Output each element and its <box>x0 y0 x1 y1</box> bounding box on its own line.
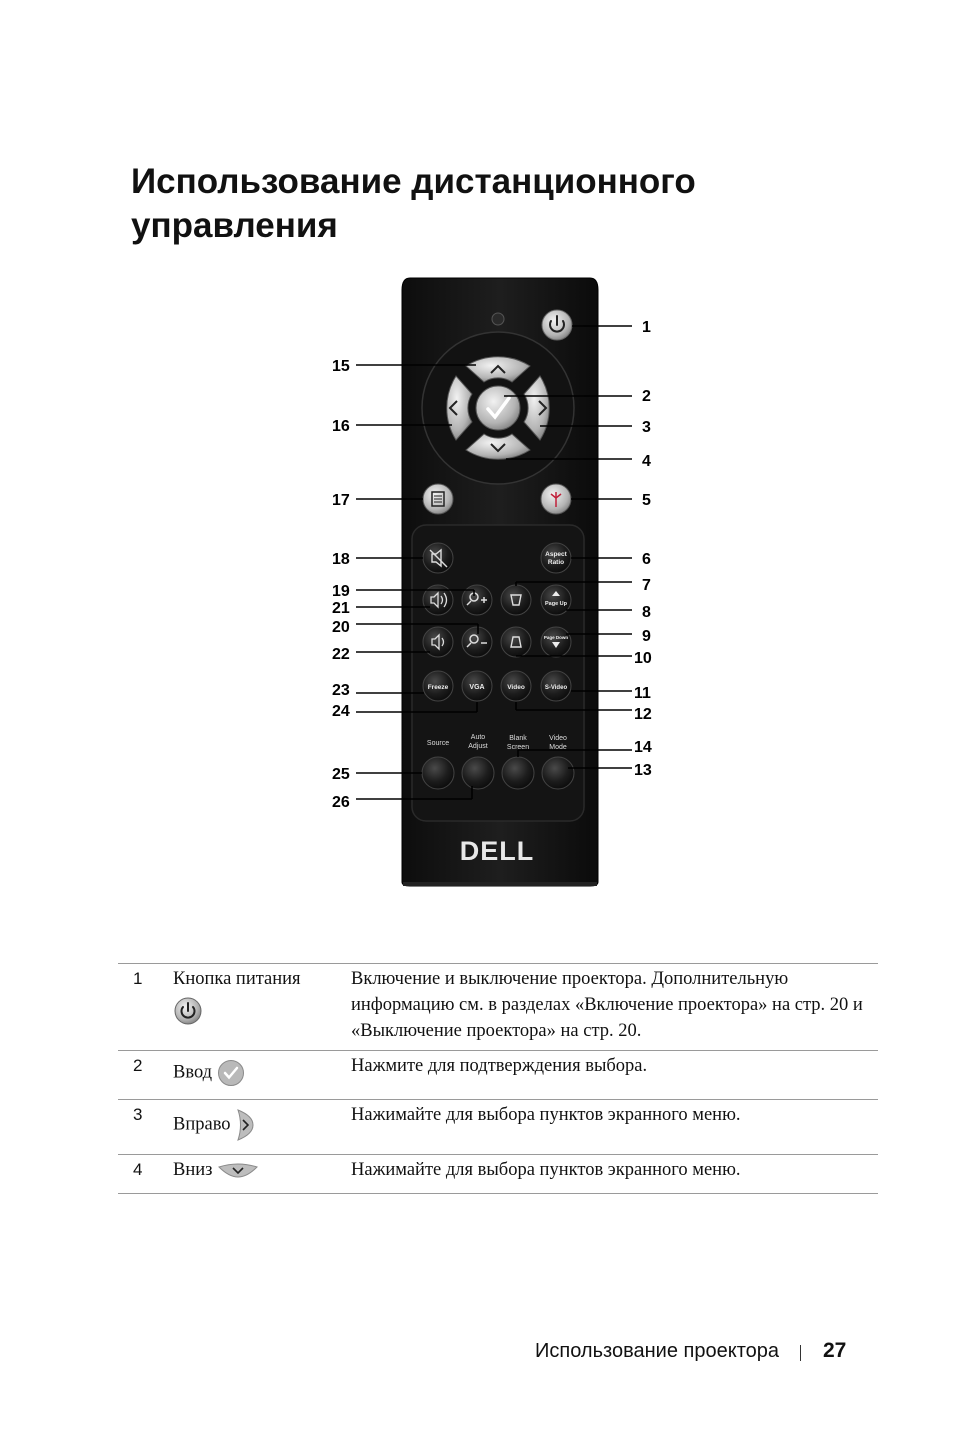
row-description: Нажимайте для выбора пунктов экранного меню. <box>351 1160 741 1180</box>
callout-16: 16 <box>332 418 350 435</box>
page-down-button[interactable] <box>541 627 571 657</box>
callout-5: 5 <box>642 492 651 509</box>
menu-button[interactable] <box>423 484 453 514</box>
auto-adjust-button[interactable] <box>462 757 494 789</box>
source-label: Source <box>426 740 450 747</box>
callout-21: 21 <box>332 600 350 617</box>
blank-screen-label-2: Screen <box>506 744 530 751</box>
callout-19: 19 <box>332 583 350 600</box>
callout-25: 25 <box>332 766 350 783</box>
page-footer <box>0 1337 954 1367</box>
laser-button[interactable] <box>541 484 571 514</box>
callout-6: 6 <box>642 551 651 568</box>
callout-9: 9 <box>642 628 651 645</box>
page-up-label: Page Up <box>544 601 568 607</box>
row-number: 1 <box>133 969 143 988</box>
keystone-up-button[interactable] <box>501 585 531 615</box>
dell-logo: DELL <box>459 836 535 866</box>
callout-4: 4 <box>642 453 651 470</box>
mute-button[interactable] <box>423 543 453 573</box>
vga-button[interactable] <box>462 671 492 701</box>
footer-divider <box>800 1345 801 1361</box>
row-description: Нажмите для подтверждения выбора. <box>351 1056 648 1076</box>
callout-15: 15 <box>332 358 350 375</box>
callout-20: 20 <box>332 619 350 636</box>
callout-11: 11 <box>634 685 651 702</box>
callout-26: 26 <box>332 794 350 811</box>
callout-1: 1 <box>642 319 651 336</box>
chevron-right-icon <box>235 1108 255 1142</box>
blank-screen-button[interactable] <box>502 757 534 789</box>
table-row <box>118 1100 878 1155</box>
page-down-label: Page Down <box>543 635 569 640</box>
s-video-label: S-Video <box>544 685 568 691</box>
row-button-name <box>173 1155 351 1194</box>
row-button-label: Ввод <box>173 1062 213 1083</box>
video-mode-button[interactable] <box>542 757 574 789</box>
navigation-pad <box>422 332 574 484</box>
remote-control-figure <box>0 270 954 900</box>
row-number: 4 <box>133 1160 143 1179</box>
callout-24: 24 <box>332 703 350 720</box>
callout-7: 7 <box>642 577 651 594</box>
keystone-down-button[interactable] <box>501 627 531 657</box>
table-row <box>118 1155 878 1194</box>
table-row <box>118 1051 878 1100</box>
aspect-ratio-label-1: Aspect <box>545 551 567 558</box>
video-mode-label-2: Mode <box>549 744 567 751</box>
auto-adjust-label-2: Adjust <box>468 743 488 750</box>
callout-18: 18 <box>332 551 350 568</box>
page-number: 27 <box>823 1339 847 1362</box>
callout-13: 13 <box>634 762 652 779</box>
callout-3: 3 <box>642 419 651 436</box>
page-title-line-2: управления <box>131 206 338 245</box>
aspect-ratio-button[interactable] <box>541 543 571 573</box>
row-button-label: Вправо <box>173 1114 231 1135</box>
video-button[interactable] <box>501 671 531 701</box>
callout-10: 10 <box>634 650 652 667</box>
row-description: Нажимайте для выбора пунктов экранного меню. <box>351 1105 741 1125</box>
row-description: Включение и выключение проектора. Дополнительную информацию см. в разделах «Включение проектора» на стр. 20 и «Выключение проектора» на стр. 20. <box>351 969 863 1041</box>
row-button-name <box>173 1051 351 1100</box>
row-button-label: Кнопка питания <box>173 969 301 989</box>
video-mode-label-1: Video <box>549 735 567 742</box>
button-description-table <box>118 963 878 1194</box>
zoom-out-button[interactable] <box>462 627 492 657</box>
page-title <box>131 160 696 248</box>
blank-screen-label-1: Blank <box>509 735 527 742</box>
row-button-label: Вниз <box>173 1160 213 1180</box>
table-row <box>118 964 878 1051</box>
enter-button[interactable] <box>476 386 520 430</box>
vga-label: VGA <box>469 684 485 691</box>
callout-14: 14 <box>634 739 652 756</box>
s-video-button[interactable] <box>541 671 571 701</box>
source-button[interactable] <box>422 757 454 789</box>
callout-22: 22 <box>332 646 350 663</box>
row-number: 3 <box>133 1105 143 1124</box>
check-icon <box>217 1059 245 1087</box>
callout-12: 12 <box>634 706 652 723</box>
auto-adjust-label-1: Auto <box>470 734 486 741</box>
aspect-ratio-label-2: Ratio <box>547 559 565 566</box>
callout-2: 2 <box>642 388 651 405</box>
video-label: Video <box>507 684 525 691</box>
page-title-line-1: Использование дистанционного <box>131 162 696 201</box>
power-icon <box>173 996 203 1026</box>
callout-17: 17 <box>332 492 350 509</box>
chevron-down-icon <box>217 1163 259 1179</box>
freeze-button[interactable] <box>423 671 453 701</box>
callout-8: 8 <box>642 604 651 621</box>
power-button[interactable] <box>542 310 572 340</box>
row-button-name <box>173 1100 351 1155</box>
ir-led <box>492 313 504 325</box>
footer-section-title: Использование проектора <box>535 1340 779 1362</box>
callout-23: 23 <box>332 682 350 699</box>
row-number: 2 <box>133 1056 143 1075</box>
freeze-label: Freeze <box>427 684 449 691</box>
row-button-name <box>173 964 351 1051</box>
